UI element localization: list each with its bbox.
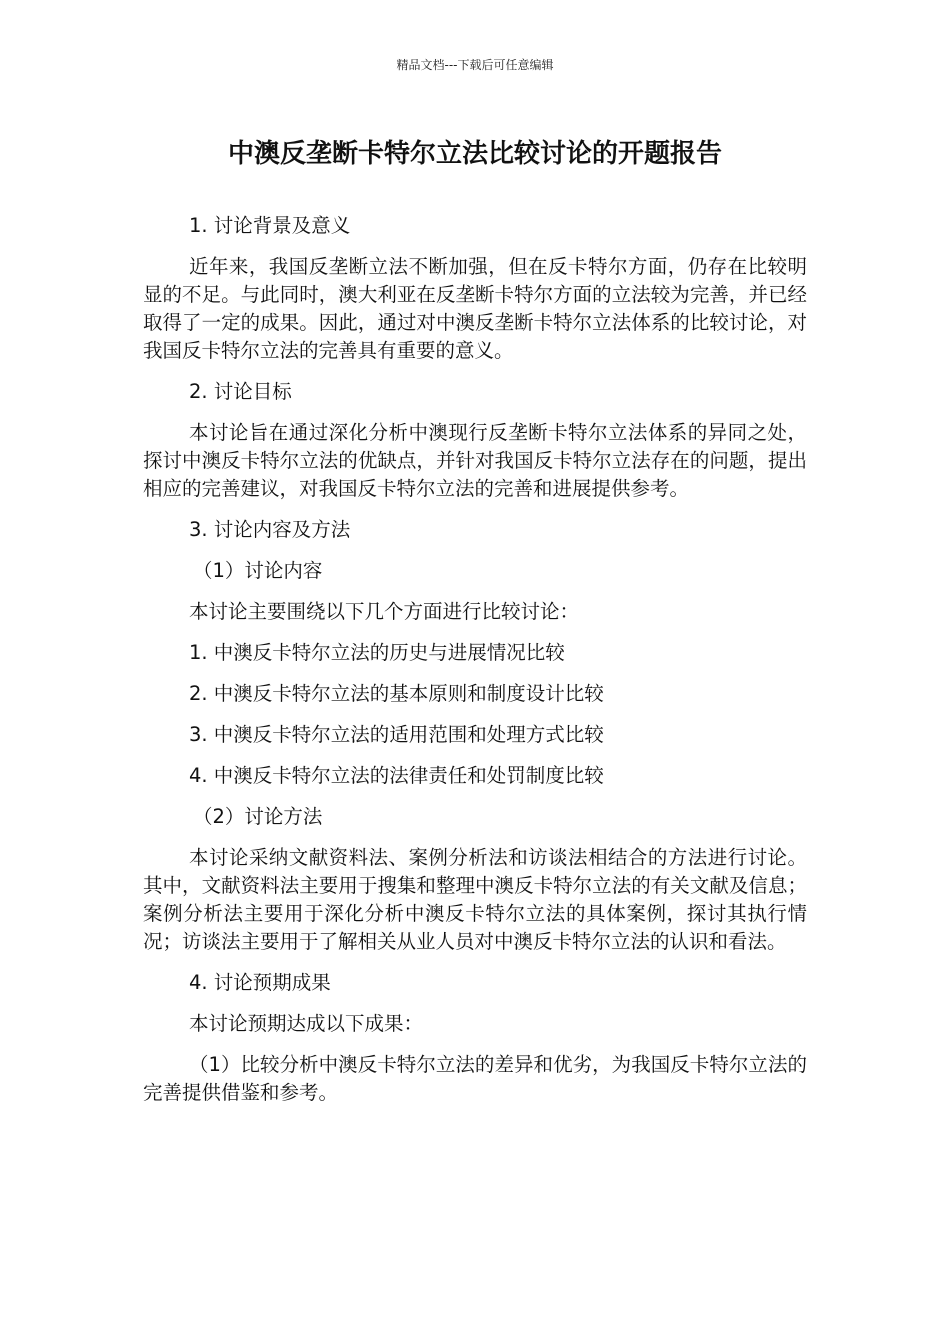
- section-4-item-1: （1）比较分析中澳反卡特尔立法的差异和优劣，为我国反卡特尔立法的完善提供借鉴和参考。: [143, 1053, 807, 1104]
- section-1-paragraph: 近年来，我国反垄断立法不断加强，但在反卡特尔方面，仍存在比较明显的不足。与此同时，澳大利亚在反垄断卡特尔方面的立法较为完善，并已经取得了一定的成果。因此，通过对中澳反垄断卡特尔立法体系的比较讨论，对我国反卡特尔立法的完善具有重要的意义。: [143, 255, 807, 362]
- list-item: 3. 中澳反卡特尔立法的适用范围和处理方式比较: [189, 723, 604, 746]
- page-header: 精品文档---下载后可任意编辑: [396, 58, 554, 72]
- section-4-intro: 本讨论预期达成以下成果：: [189, 1012, 424, 1035]
- section-3-method-paragraph: 本讨论采纳文献资料法、案例分析法和访谈法相结合的方法进行讨论。其中，文献资料法主要用于搜集和整理中澳反卡特尔立法的有关文献及信息；案例分析法主要用于深化分析中澳反卡特尔立法的具体案例，探讨其执行情况；访谈法主要用于了解相关从业人员对中澳反卡特尔立法的认识和看法。: [143, 846, 807, 953]
- section-3-intro: 本讨论主要围绕以下几个方面进行比较讨论：: [189, 600, 580, 623]
- section-2-heading: 2. 讨论目标: [189, 380, 292, 403]
- section-3-subheading-content: （1）讨论内容: [193, 559, 323, 582]
- section-4-heading: 4. 讨论预期成果: [189, 971, 331, 994]
- list-item: 4. 中澳反卡特尔立法的法律责任和处罚制度比较: [189, 764, 604, 787]
- section-2-paragraph: 本讨论旨在通过深化分析中澳现行反垄断卡特尔立法体系的异同之处，探讨中澳反卡特尔立法的优缺点，并针对我国反卡特尔立法存在的问题，提出相应的完善建议，对我国反卡特尔立法的完善和进展提供参考。: [143, 421, 807, 500]
- list-item: 2. 中澳反卡特尔立法的基本原则和制度设计比较: [189, 682, 604, 705]
- section-3-heading: 3. 讨论内容及方法: [189, 518, 351, 541]
- document-title: 中澳反垄断卡特尔立法比较讨论的开题报告: [227, 139, 722, 169]
- list-item: 1. 中澳反卡特尔立法的历史与进展情况比较: [189, 641, 565, 664]
- section-1-heading: 1. 讨论背景及意义: [189, 214, 351, 237]
- section-3-subheading-method: （2）讨论方法: [193, 805, 323, 828]
- document-body: [143, 212, 807, 1120]
